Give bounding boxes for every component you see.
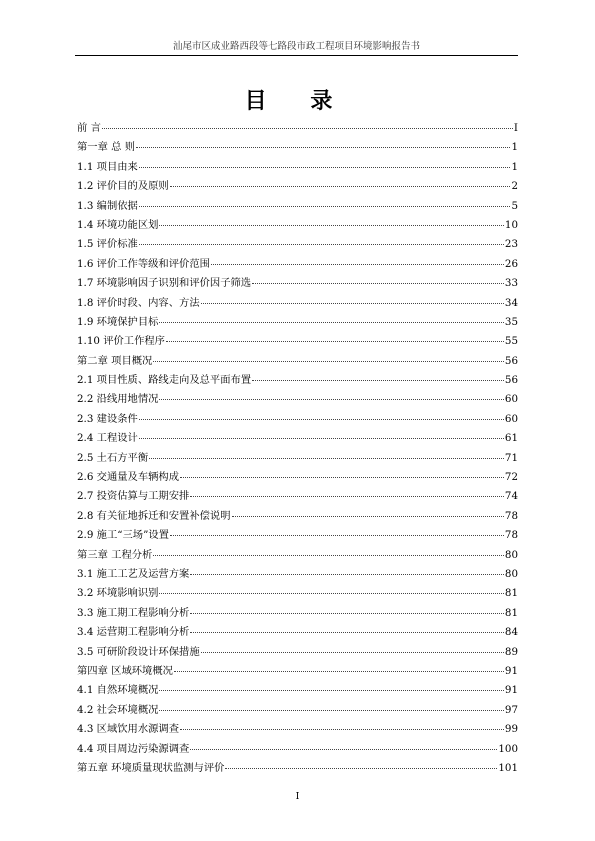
toc-entry-label: 2.5 土石方平衡 — [77, 451, 149, 464]
toc-entry-label: 3.4 运营期工程影响分析 — [77, 626, 190, 639]
toc-entry-label: 1.2 评价目的及原则 — [77, 180, 169, 193]
toc-leader-dots — [201, 293, 504, 304]
toc-entry-page: 61 — [504, 432, 518, 445]
toc-entry-label: 3.2 环境影响识别 — [77, 587, 159, 600]
toc-entry-label: 第五章 环境质量现状监测与评价 — [77, 761, 225, 774]
toc-entry-page: 35 — [504, 315, 518, 328]
table-of-contents — [77, 119, 518, 778]
toc-leader-dots — [232, 506, 504, 517]
toc-entry-page: 60 — [504, 412, 518, 425]
toc-leader-dots — [211, 254, 504, 265]
toc-entry-page: 81 — [504, 606, 518, 619]
toc-entry-page: I — [513, 122, 518, 134]
toc-entry-label: 第一章 总 则 — [77, 141, 136, 154]
toc-leader-dots — [252, 370, 504, 381]
toc-leader-dots — [190, 622, 504, 633]
toc-leader-dots — [139, 409, 504, 420]
toc-leader-dots — [159, 700, 503, 711]
toc-leader-dots — [180, 467, 504, 478]
toc-entry-page: 1 — [511, 141, 518, 154]
toc-entry[interactable] — [77, 197, 518, 216]
toc-entry-page: 5 — [511, 199, 518, 212]
toc-entry[interactable] — [77, 216, 518, 235]
toc-entry[interactable] — [77, 720, 518, 739]
toc-entry-page: 80 — [504, 548, 518, 561]
toc-leader-dots — [159, 583, 503, 594]
toc-entry-label: 2.3 建设条件 — [77, 412, 138, 425]
toc-entry[interactable] — [77, 701, 518, 720]
toc-entry-page: 89 — [504, 645, 518, 658]
toc-entry[interactable] — [77, 449, 518, 468]
toc-entry-label: 3.3 施工期工程影响分析 — [77, 606, 190, 619]
toc-entry[interactable] — [77, 507, 518, 526]
toc-entry-label: 2.8 有关征地拆迁和安置补偿说明 — [77, 509, 231, 522]
toc-leader-dots — [190, 603, 504, 614]
toc-entry[interactable] — [77, 546, 518, 565]
toc-entry-label: 第二章 项目概况 — [77, 354, 153, 367]
toc-entry-label: 3.1 施工工艺及运营方案 — [77, 567, 190, 580]
toc-entry-page: 91 — [504, 684, 518, 697]
toc-leader-dots — [139, 428, 504, 439]
toc-leader-dots — [190, 486, 504, 497]
toc-entry-label: 前 言 — [77, 122, 101, 134]
toc-leader-dots — [201, 642, 504, 653]
toc-entry-page: 74 — [504, 490, 518, 503]
toc-entry-page: 34 — [504, 296, 518, 309]
toc-entry-page: 78 — [504, 529, 518, 542]
toc-entry[interactable] — [77, 487, 518, 506]
toc-entry[interactable] — [77, 759, 518, 778]
toc-entry-label: 1.3 编制依据 — [77, 199, 138, 212]
toc-entry[interactable] — [77, 410, 518, 429]
toc-leader-dots — [136, 137, 510, 148]
toc-leader-dots — [159, 312, 503, 323]
toc-entry-label: 1.5 评价标准 — [77, 238, 138, 251]
toc-entry-label: 2.4 工程设计 — [77, 432, 138, 445]
toc-entry-page: 60 — [504, 393, 518, 406]
toc-entry-label: 1.9 环境保护目标 — [77, 315, 159, 328]
toc-leader-dots — [252, 273, 504, 284]
toc-entry-label: 2.7 投资估算与工期安排 — [77, 490, 190, 503]
toc-entry-label: 2.2 沿线用地情况 — [77, 393, 159, 406]
running-header: 汕尾市区成业路西段等七路段市政工程项目环境影响报告书 — [75, 38, 518, 56]
toc-entry-page: 78 — [504, 509, 518, 522]
toc-entry-label: 1.6 评价工作等级和评价范围 — [77, 257, 210, 270]
toc-entry-label: 1.10 评价工作程序 — [77, 335, 165, 348]
toc-entry[interactable] — [77, 681, 518, 700]
toc-entry-label: 4.4 项目周边污染源调查 — [77, 742, 190, 755]
toc-entry[interactable] — [77, 235, 518, 254]
toc-leader-dots — [159, 680, 503, 691]
toc-entry-page: 2 — [511, 180, 518, 193]
toc-entry-page: 56 — [504, 374, 518, 387]
toc-leader-dots — [159, 215, 503, 226]
toc-entry[interactable] — [77, 119, 518, 138]
toc-entry-label: 2.1 项目性质、路线走向及总平面布置 — [77, 374, 252, 387]
toc-leader-dots — [225, 758, 497, 769]
toc-leader-dots — [153, 351, 504, 362]
toc-leader-dots — [139, 234, 504, 245]
toc-entry[interactable] — [77, 740, 518, 759]
toc-entry-label: 4.2 社会环境概况 — [77, 703, 159, 716]
toc-leader-dots — [166, 331, 504, 342]
toc-entry[interactable] — [77, 643, 518, 662]
toc-entry[interactable] — [77, 584, 518, 603]
toc-entry[interactable] — [77, 352, 518, 371]
toc-entry[interactable] — [77, 313, 518, 332]
toc-leader-dots — [149, 448, 504, 459]
toc-entry-label: 4.3 区域饮用水源调查 — [77, 723, 180, 736]
toc-entry-page: 56 — [504, 354, 518, 367]
toc-entry[interactable] — [77, 429, 518, 448]
toc-entry[interactable] — [77, 526, 518, 545]
toc-entry-page: 55 — [504, 335, 518, 348]
toc-entry[interactable] — [77, 565, 518, 584]
toc-entry[interactable] — [77, 138, 518, 157]
toc-entry-page: 10 — [504, 218, 518, 231]
toc-entry-label: 1.4 环境功能区划 — [77, 218, 159, 231]
toc-entry-page: 23 — [504, 238, 518, 251]
toc-leader-dots — [102, 118, 513, 129]
toc-entry[interactable] — [77, 662, 518, 681]
toc-leader-dots — [180, 719, 504, 730]
toc-entry-label: 第四章 区域环境概况 — [77, 664, 173, 677]
toc-leader-dots — [170, 176, 511, 187]
toc-leader-dots — [174, 661, 504, 672]
toc-entry-page: 33 — [504, 277, 518, 290]
toc-entry-page: 84 — [504, 626, 518, 639]
toc-entry[interactable] — [77, 255, 518, 274]
toc-leader-dots — [190, 564, 504, 575]
toc-entry-label: 4.1 自然环境概况 — [77, 684, 159, 697]
toc-entry[interactable] — [77, 294, 518, 313]
toc-entry[interactable] — [77, 177, 518, 196]
toc-entry-label: 1.8 评价时段、内容、方法 — [77, 296, 200, 309]
toc-entry-page: 1 — [511, 160, 518, 173]
toc-entry-page: 80 — [504, 567, 518, 580]
toc-entry-page: 99 — [504, 723, 518, 736]
toc-entry-label: 2.9 施工“三场”设置 — [77, 529, 169, 542]
toc-entry-label: 第三章 工程分析 — [77, 548, 153, 561]
toc-entry-page: 101 — [498, 761, 518, 774]
toc-entry[interactable] — [77, 332, 518, 351]
toc-entry-page: 26 — [504, 257, 518, 270]
toc-entry-page: 71 — [504, 451, 518, 464]
toc-entry[interactable] — [77, 274, 518, 293]
toc-entry-label: 2.6 交通量及车辆构成 — [77, 471, 180, 484]
toc-leader-dots — [170, 525, 504, 536]
toc-entry-page: 81 — [504, 587, 518, 600]
toc-entry-page: 91 — [504, 664, 518, 677]
toc-leader-dots — [190, 739, 497, 750]
toc-entry[interactable] — [77, 390, 518, 409]
toc-leader-dots — [139, 196, 511, 207]
toc-entry[interactable] — [77, 158, 518, 177]
page-number: I — [295, 791, 300, 802]
toc-entry-page: 100 — [498, 742, 518, 755]
page-title: 目 录 — [244, 89, 351, 114]
toc-entry[interactable] — [77, 468, 518, 487]
toc-entry-label: 3.5 可研阶段设计环保措施 — [77, 645, 200, 658]
toc-leader-dots — [153, 545, 504, 556]
toc-entry-label: 1.1 项目由来 — [77, 160, 138, 173]
toc-leader-dots — [159, 389, 503, 400]
toc-leader-dots — [139, 157, 511, 168]
toc-entry[interactable] — [77, 623, 518, 642]
toc-entry-label: 1.7 环境影响因子识别和评价因子筛选 — [77, 277, 252, 290]
toc-entry[interactable] — [77, 604, 518, 623]
toc-entry-page: 97 — [504, 703, 518, 716]
toc-entry[interactable] — [77, 371, 518, 390]
toc-entry-page: 72 — [504, 471, 518, 484]
